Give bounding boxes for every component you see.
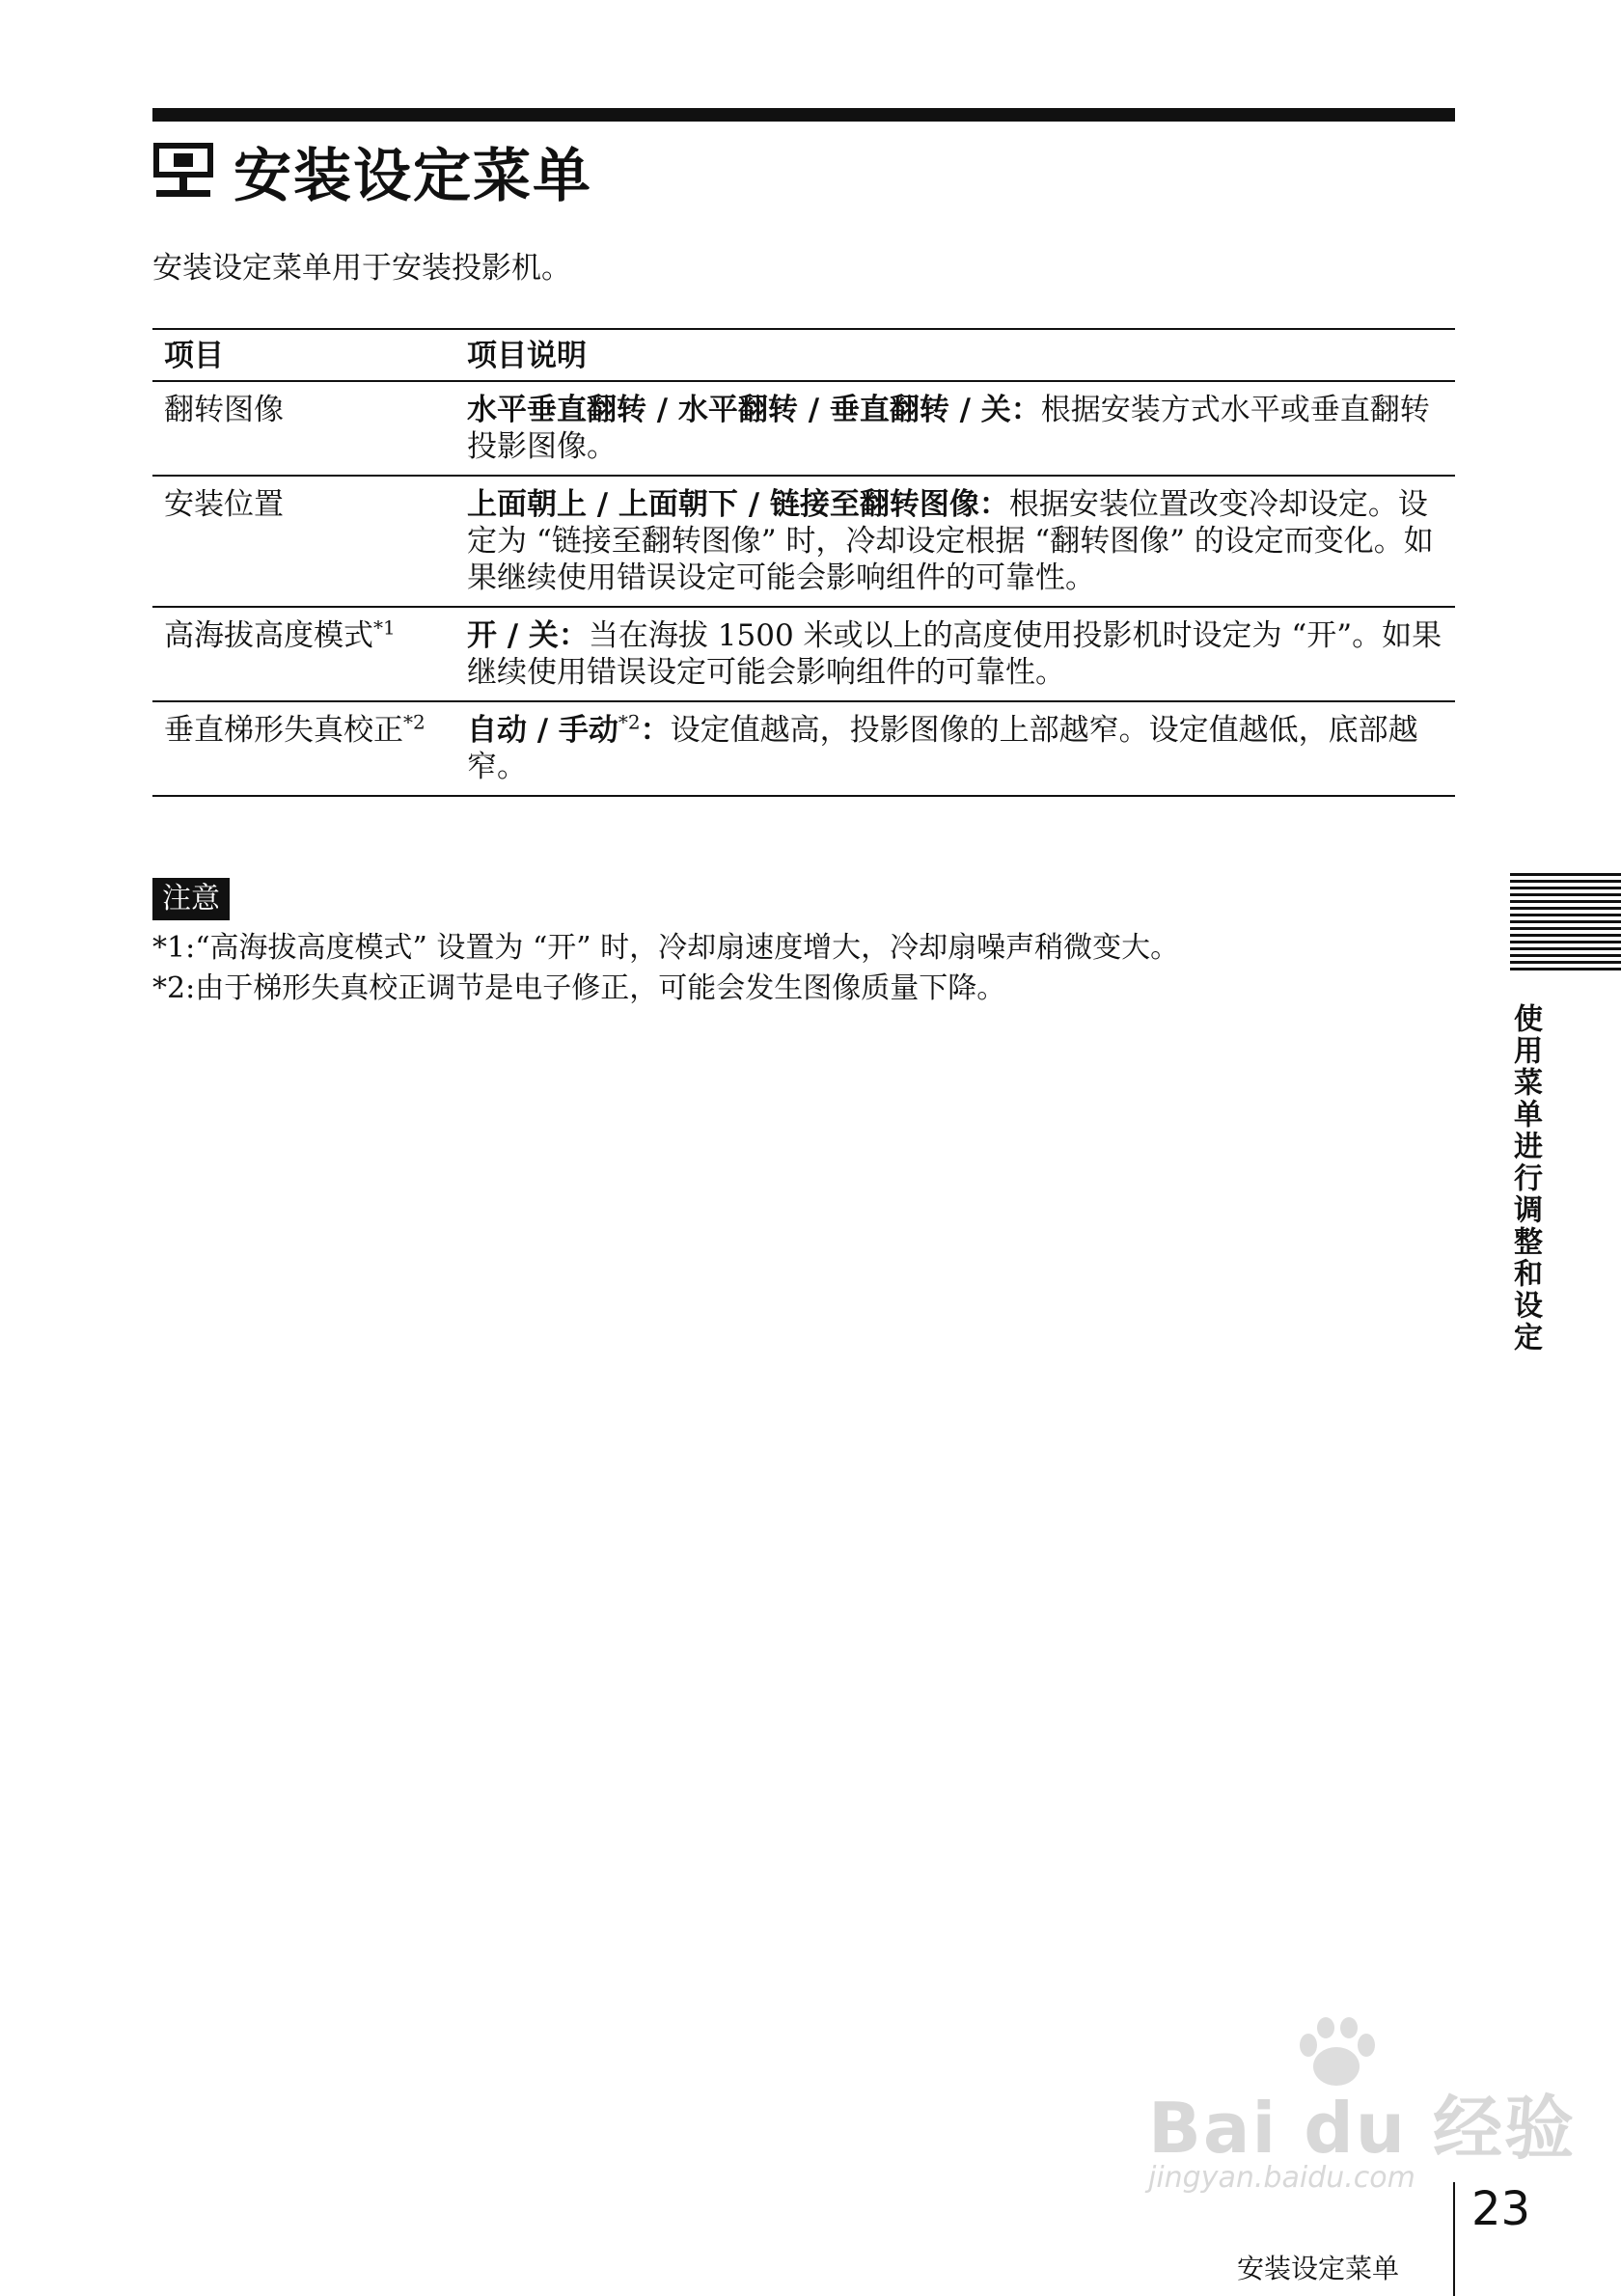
option-values: 上面朝上 / 上面朝下 / 链接至翻转图像： [467,487,1009,522]
description-text: 根据安装位置改变冷却设定。设定为 “链接至翻转图像” 时，冷却设定根据 “翻转图像” 的设定而变化。如果继续使用错误设定可能会影响组件的可靠性。 [467,487,1434,595]
footnotes [152,928,1179,1009]
settings-table [152,328,1455,797]
item-name: 翻转图像 [152,381,455,476]
item-description [455,381,1455,476]
note-label: 注意 [152,878,230,920]
table-row [152,476,1455,607]
option-values: 水平垂直翻转 / 水平翻转 / 垂直翻转 / 关： [467,393,1041,427]
watermark-logo: Bai du 经验 [1148,2088,1577,2169]
description-text: 设定值越高，投影图像的上部越窄。设定值越低，底部越窄。 [467,713,1418,784]
item-name: 高海拔高度模式$^{*1}$ [152,607,455,701]
option-colon: ： [640,713,671,748]
footnote-ref: *1 [373,615,396,640]
footnote-1: *1:“高海拔高度模式” 设置为 “开” 时，冷却扇速度增大，冷却扇噪声稍微变大。 [152,931,1180,965]
table-header-row [152,329,1455,381]
top-rule [152,108,1455,122]
item-name: 垂直梯形失真校正$^{*2}$ [152,701,455,796]
item-description [455,701,1455,796]
column-header-item: 项目 [152,329,455,381]
page-number: 23 [1471,2182,1531,2236]
title-row [152,135,592,208]
item-description [455,476,1455,607]
watermark-url: jingyan.baidu.com [1148,2161,1415,2195]
intro-text: 安装设定菜单用于安装投影机。 [152,251,571,286]
description-text: 根据安装方式水平或垂直翻转投影图像。 [467,393,1430,464]
table-row [152,607,1455,701]
section-side-tab: 使用菜单进行调整和设定 [1508,1003,1542,1353]
footnote-ref: *2 [618,710,641,734]
table-row [152,701,1455,796]
item-name: 安装位置 [152,476,455,607]
footnote-ref: *2 [403,710,426,734]
page-title: 安装设定菜单 [234,143,592,210]
description-text: 当在海拔 1500 米或以上的高度使用投影机时设定为 “开”。如果继续使用错误设定可能会影响组件的可靠性。 [467,618,1442,690]
footer-divider [1453,2182,1455,2296]
installation-menu-icon [152,142,214,202]
option-values: 自动 / 手动 [467,713,618,748]
column-header-description: 项目说明 [455,329,1455,381]
footnote-2: *2:由于梯形失真校正调节是电子修正，可能会发生图像质量下降。 [152,971,1006,1005]
item-description [455,607,1455,701]
footer-section-title: 安装设定菜单 [1237,2253,1400,2284]
section-tab-stripes [1510,873,1621,984]
table-row [152,381,1455,476]
option-values: 开 / 关： [467,618,589,653]
